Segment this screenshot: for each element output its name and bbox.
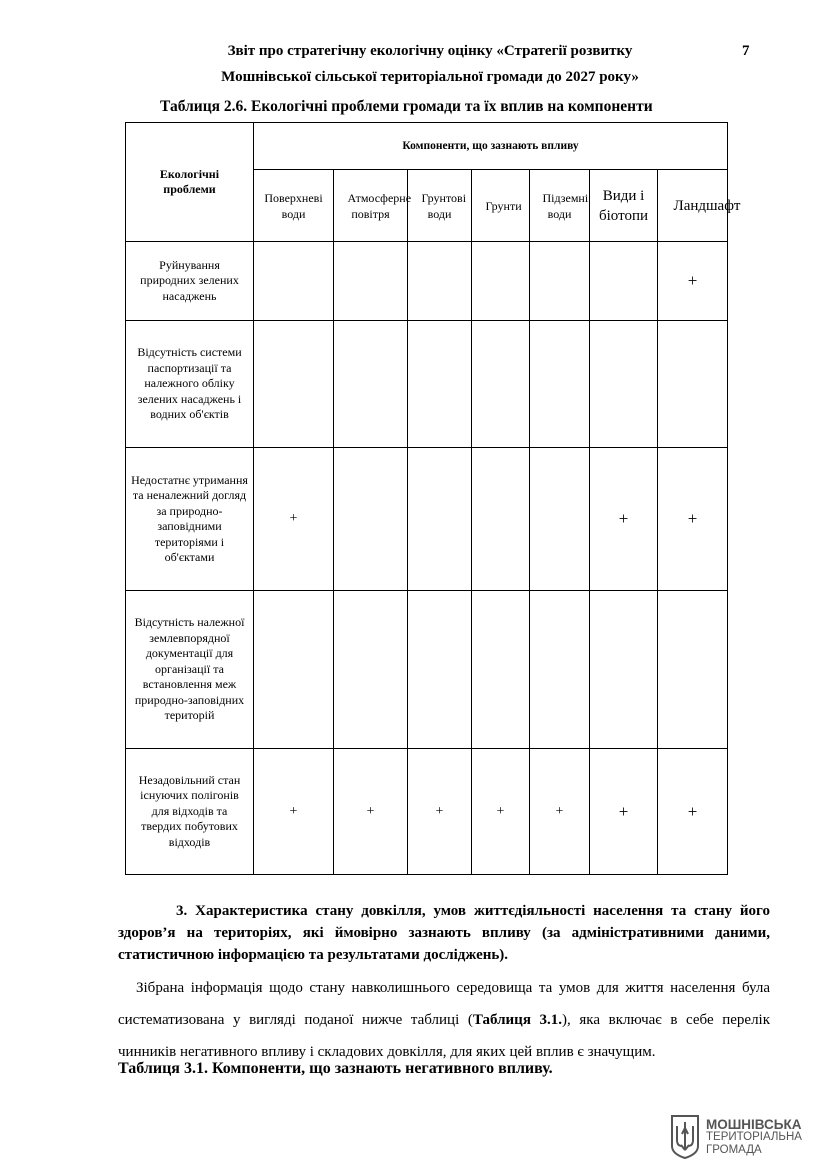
logo-text [706,1118,802,1157]
mark-cell [472,321,530,448]
mark-cell: + [254,448,334,591]
mark-cell [530,591,590,749]
mark-cell [590,321,658,448]
problem-cell: Відсутність системи паспортизації та належного обліку зелених насаджень і водних об'єктів [126,321,254,448]
column-header: Підземні води [530,170,590,242]
header-components: Компоненти, що зазнають впливу [254,123,728,170]
logo-line-1: МОШНІВСЬКА [706,1116,802,1132]
mark-cell [472,448,530,591]
mark-cell: + [334,749,408,875]
paragraph-table-ref: Таблиця 3.1. [472,1012,563,1028]
section-paragraph [118,972,770,1068]
mark-cell [530,448,590,591]
header-line-1: Звіт про стратегічну екологічну оцінку «Стратегії розвитку [227,43,633,59]
column-header: Атмосферне повітря [334,170,408,242]
mark-cell [334,448,408,591]
mark-cell [334,321,408,448]
header-problems: Екологічні проблеми [126,123,254,242]
table-caption: Таблиця 2.6. Екологічні проблеми громади та їх вплив на компоненти [160,98,653,115]
mark-cell: + [590,749,658,875]
mark-cell: + [254,749,334,875]
column-header: Грунти [472,170,530,242]
header-line-2: Мошнівської сільської територіальної громади до 2027 року» [221,69,639,85]
mark-cell [530,321,590,448]
problem-cell: Недостатнє утримання та неналежний догляд за природно-заповідними територіями і об'єктами [126,448,254,591]
table-row [126,448,728,591]
mark-cell [408,242,472,321]
mark-cell [530,242,590,321]
mark-cell [408,591,472,749]
mark-cell [658,321,728,448]
mark-cell [472,591,530,749]
mark-cell: + [408,749,472,875]
logo-line-3: ГРОМАДА [706,1143,762,1156]
column-header: Грунтові води [408,170,472,242]
mark-cell [590,591,658,749]
problem-cell: Відсутність належної землевпорядної документації для організації та встановлення меж природно-заповідних територій [126,591,254,749]
table-row [126,321,728,448]
mark-cell [408,448,472,591]
mark-cell [254,591,334,749]
mark-cell [658,591,728,749]
paragraph-text: ), яка включає в себе перелік чинників негативного впливу і складових довкілля, для яких цей вплив є значущим. [118,1012,771,1060]
mark-cell: + [472,749,530,875]
table-3-1-caption: Таблиця 3.1. Компоненти, що зазнають негативного впливу. [118,1060,553,1077]
table-row [126,242,728,321]
table-row [126,749,728,875]
mark-cell [334,591,408,749]
section-title: 3. Характеристика стану довкілля, умов життєдіяльності населення та стану його здоров’я на територіях, які ймовірно зазнають впливу (за адміністративними даними, статистичною інформацією та результатами досліджень). [118,903,770,963]
mark-cell [254,242,334,321]
column-header: Види і біотопи [590,170,658,242]
document-header [150,38,710,90]
mark-cell: + [530,749,590,875]
mark-cell: + [658,749,728,875]
mark-cell [472,242,530,321]
paragraph-text: Зібрана інформація щодо стану навколишнього середовища та умов для життя населення була систематизована у вигляді поданої нижче таблиці ( [118,980,770,1028]
table-row [126,591,728,749]
problem-cell: Руйнування природних зелених насаджень [126,242,254,321]
mark-cell: + [590,448,658,591]
column-header: Поверхневі води [254,170,334,242]
mark-cell: + [658,448,728,591]
mark-cell [408,321,472,448]
mark-cell: + [658,242,728,321]
column-header: Ландшафт [658,170,728,242]
trident-icon [670,1114,700,1160]
community-logo [670,1114,802,1160]
eco-problems-table [125,122,741,875]
page-number: 7 [742,43,750,59]
mark-cell [254,321,334,448]
mark-cell [334,242,408,321]
problem-cell: Незадовільний стан існуючих полігонів для відходів та твердих побутових відходів [126,749,254,875]
logo-line-2: ТЕРИТОРІАЛЬНА [706,1130,802,1143]
mark-cell [590,242,658,321]
